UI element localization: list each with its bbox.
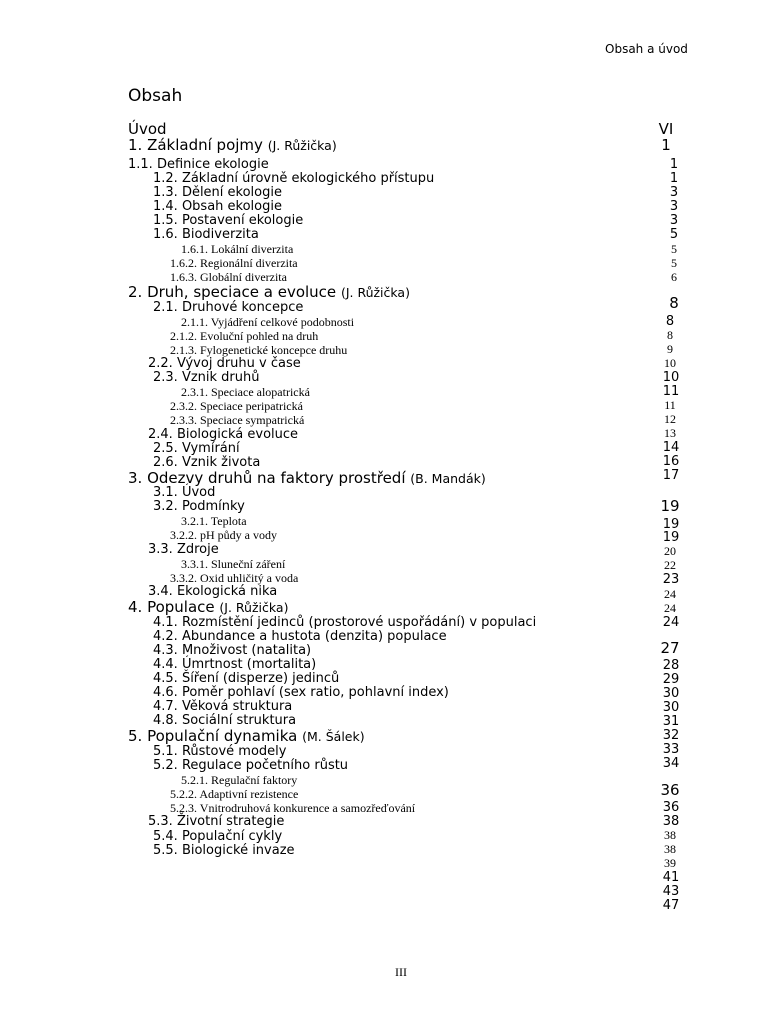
- toc-page-number: 47: [662, 898, 680, 913]
- toc-entry-text: 1.2. Základní úrovně ekologického přístupu: [153, 171, 435, 186]
- toc-entry-text: 5.3. Životní strategie: [148, 814, 285, 829]
- toc-page-number: 19: [660, 497, 680, 515]
- toc-entry-text: 5.2.1. Regulační faktory: [181, 773, 298, 787]
- toc-entry-text: 2.2. Vývoj druhu v čase: [148, 356, 301, 371]
- toc-page-number: 10: [664, 356, 676, 370]
- toc-page-number: 22: [664, 558, 676, 572]
- toc-entry-text: 1.6.1. Lokální diverzita: [181, 242, 294, 256]
- toc-entry-text: Úvod: [128, 120, 167, 138]
- toc-entry: [153, 200, 282, 213]
- toc-entry: [181, 515, 247, 527]
- toc-entry-text: 1.1. Definice ekologie: [128, 157, 269, 172]
- toc-entry-author: (B. Mandák): [410, 471, 486, 486]
- toc-entry-text: 1.6.3. Globální diverzita: [170, 270, 287, 284]
- toc-page-number: 11: [664, 398, 676, 412]
- toc-entry: [128, 138, 337, 153]
- toc-page-number: 6: [671, 270, 677, 284]
- toc-entry: [181, 774, 297, 786]
- toc-entry-text: 5.2.3. Vnitrodruhová konkurence a samozřeďování: [170, 801, 416, 815]
- toc-entry-text: 3.4. Ekologická nika: [148, 584, 278, 599]
- toc-page-number: 1: [669, 157, 679, 172]
- toc-entry-text: 5. Populační dynamika: [128, 727, 298, 745]
- toc-page-number: 12: [664, 412, 676, 426]
- toc-entry: [153, 714, 296, 727]
- toc-entry-text: 3.3.1. Sluneční záření: [181, 557, 286, 571]
- toc-entry: [128, 471, 486, 486]
- toc-page-number: 5: [669, 227, 679, 242]
- toc-entry: [170, 529, 277, 541]
- toc-page-number: 16: [662, 454, 680, 469]
- toc-page-number: 43: [662, 884, 680, 899]
- toc-page-number: 5: [671, 256, 677, 270]
- toc-entry-text: 5.2.2. Adaptivní rezistence: [170, 787, 299, 801]
- toc-entry: [148, 543, 219, 556]
- toc-entry-text: 4.8. Sociální struktura: [153, 713, 297, 728]
- toc-entry-author: (M. Šálek): [302, 729, 365, 744]
- toc-entry: [153, 700, 292, 713]
- toc-entry-text: 4.1. Rozmístění jedinců (prostorové uspořádání) v populaci: [153, 615, 537, 630]
- toc-page-number: 23: [662, 572, 680, 587]
- toc-page-number: 5: [671, 242, 677, 256]
- toc-entry-text: 4.6. Poměr pohlaví (sex ratio, pohlavní index): [153, 685, 449, 700]
- toc-entry-text: 2.5. Vymírání: [153, 441, 240, 456]
- toc-entry-text: 2.3. Vznik druhů: [153, 370, 260, 385]
- toc-entry-text: 2.6. Vznik života: [153, 455, 261, 470]
- running-header: Obsah a úvod: [605, 42, 688, 56]
- toc-entry: [170, 788, 298, 800]
- toc-entry: [153, 616, 536, 629]
- toc-entry-text: 1.3. Dělení ekologie: [153, 185, 282, 200]
- toc-entry: [153, 830, 282, 843]
- toc-entry: [153, 745, 286, 758]
- toc-entry: [153, 844, 295, 857]
- toc-page-number: 8: [669, 294, 679, 312]
- toc-page-number: 3: [669, 185, 679, 200]
- toc-page-number: 24: [662, 615, 680, 630]
- toc-entry-text: 3.3.2. Oxid uhličitý a voda: [170, 571, 299, 585]
- toc-entry-author: (J. Růžička): [219, 600, 289, 615]
- toc-entry-author: (J. Růžička): [267, 138, 337, 153]
- toc-entry: [170, 802, 415, 814]
- toc-page-number: 24: [664, 601, 676, 615]
- toc-entry-text: 5.2. Regulace početního růstu: [153, 758, 349, 773]
- toc-page-number: 38: [664, 828, 676, 842]
- toc-entry: [153, 456, 260, 469]
- toc-entry-text: 5.1. Růstové modely: [153, 744, 287, 759]
- toc-entry-text: 5.4. Populační cykly: [153, 829, 283, 844]
- toc-entry: [153, 644, 311, 657]
- toc-entry: [153, 228, 259, 241]
- toc-entry: [181, 316, 354, 328]
- toc-entry-text: 2.1.1. Vyjádření celkové podobnosti: [181, 315, 355, 329]
- toc-page-number: 39: [664, 856, 676, 870]
- toc-entry: [181, 243, 293, 255]
- toc-entry-text: 2.3.3. Speciace sympatrická: [170, 413, 305, 427]
- toc-page-number: 14: [662, 440, 680, 455]
- toc-page-number: 20: [664, 544, 676, 558]
- toc-entry-text: 4.4. Úmrtnost (mortalita): [153, 657, 317, 672]
- toc-entry-text: 4.2. Abundance a hustota (denzita) populace: [153, 629, 447, 644]
- toc-page-number: 27: [660, 639, 680, 657]
- toc-entry-text: 1.6.2. Regionální diverzita: [170, 256, 298, 270]
- toc-entry: [128, 122, 167, 137]
- toc-entry: [148, 585, 277, 598]
- toc-page-number: 8: [667, 328, 673, 342]
- toc-page-number: 33: [662, 742, 680, 757]
- toc-entry-text: 2. Druh, speciace a evoluce: [128, 283, 337, 301]
- page-footer-number: III: [395, 965, 407, 979]
- toc-entry: [153, 630, 447, 643]
- toc-entry-text: 4.3. Množivost (natalita): [153, 643, 312, 658]
- toc-entry: [153, 686, 449, 699]
- toc-page-number: 24: [664, 587, 676, 601]
- toc-entry-text: 2.3.2. Speciace peripatrická: [170, 399, 303, 413]
- toc-entry: [181, 558, 285, 570]
- toc-entry: [153, 486, 215, 499]
- toc-page-number: 36: [660, 781, 680, 799]
- toc-entry: [128, 158, 269, 171]
- toc-page-number: 41: [662, 870, 680, 885]
- toc-page-number: 13: [664, 426, 676, 440]
- toc-entry-text: 3.2.1. Teplota: [181, 514, 247, 528]
- toc-page-number: 30: [662, 686, 680, 701]
- toc-page-number: 31: [662, 714, 680, 729]
- toc-page-number: 3: [669, 199, 679, 214]
- toc-entry: [153, 301, 303, 314]
- toc-entry: [128, 285, 410, 300]
- toc-entry: [170, 344, 347, 356]
- toc-entry: [170, 271, 287, 283]
- toc-page-number: 32: [662, 728, 680, 743]
- toc-page-number: 34: [662, 756, 680, 771]
- toc-page-number: 38: [662, 814, 680, 829]
- toc-entry: [153, 371, 259, 384]
- toc-entry: [148, 815, 284, 828]
- toc-entry-text: 1. Základní pojmy: [128, 136, 263, 154]
- toc-page-number: 9: [667, 342, 673, 356]
- toc-entry: [170, 400, 303, 412]
- toc-entry-text: 2.1.2. Evoluční pohled na druh: [170, 329, 319, 343]
- toc-entry: [153, 500, 245, 513]
- toc-entry-text: 4.5. Šíření (disperze) jedinců: [153, 671, 340, 686]
- toc-entry: [148, 357, 301, 370]
- toc-entry: [153, 759, 348, 772]
- toc-entry: [170, 572, 298, 584]
- toc-entry: [181, 386, 310, 398]
- toc-page-number: 17: [662, 468, 680, 483]
- toc-page-number: VI: [658, 120, 674, 138]
- toc-page-number: 8: [665, 314, 675, 329]
- toc-entry: [153, 186, 282, 199]
- toc-entry-text: 1.5. Postavení ekologie: [153, 213, 304, 228]
- toc-page-number: 19: [662, 530, 680, 545]
- toc-entry-text: 2.3.1. Speciace alopatrická: [181, 385, 310, 399]
- toc-entry-text: 2.1.3. Fylogenetické koncepce druhu: [170, 343, 348, 357]
- toc-entry: [153, 658, 316, 671]
- toc-page-number: 38: [664, 842, 676, 856]
- toc-page-number: 28: [662, 658, 680, 673]
- toc-page-number: 29: [662, 672, 680, 687]
- toc-entry-text: 1.6. Biodiverzita: [153, 227, 259, 242]
- toc-entry: [153, 172, 434, 185]
- toc-page-number: 1: [661, 136, 671, 154]
- toc-entry-text: 3.2. Podmínky: [153, 499, 245, 514]
- toc-entry-author: (J. Růžička): [340, 285, 410, 300]
- toc-page-number: 19: [662, 517, 680, 532]
- toc-entry: [128, 729, 365, 744]
- toc-entry: [153, 442, 240, 455]
- toc-entry-text: 3. Odezvy druhů na faktory prostředí: [128, 469, 406, 487]
- toc-entry: [128, 600, 288, 615]
- page-title: Obsah: [128, 86, 183, 106]
- toc-entry: [170, 414, 304, 426]
- toc-entry: [153, 672, 339, 685]
- toc-entry-text: 2.4. Biologická evoluce: [148, 427, 299, 442]
- toc-entry-text: 1.4. Obsah ekologie: [153, 199, 282, 214]
- toc-entry-text: 3.2.2. pH půdy a vody: [170, 528, 277, 542]
- toc-entry-text: 4. Populace: [128, 598, 215, 616]
- toc-entry: [148, 428, 298, 441]
- toc-entry: [170, 257, 298, 269]
- toc-page-number: 36: [662, 800, 680, 815]
- toc-page-number: 10: [662, 370, 680, 385]
- toc-page-number: 1: [669, 171, 679, 186]
- toc-entry-text: 3.3. Zdroje: [148, 542, 219, 557]
- toc-entry-text: 3.1. Úvod: [153, 485, 216, 500]
- toc-entry: [170, 330, 318, 342]
- toc-entry-text: 5.5. Biologické invaze: [153, 843, 295, 858]
- toc-page-number: 11: [662, 384, 680, 399]
- toc-entry-text: 2.1. Druhové koncepce: [153, 300, 304, 315]
- toc-entry-text: 4.7. Věková struktura: [153, 699, 293, 714]
- toc-entry: [153, 214, 303, 227]
- toc-page-number: 3: [669, 213, 679, 228]
- toc-page-number: 30: [662, 700, 680, 715]
